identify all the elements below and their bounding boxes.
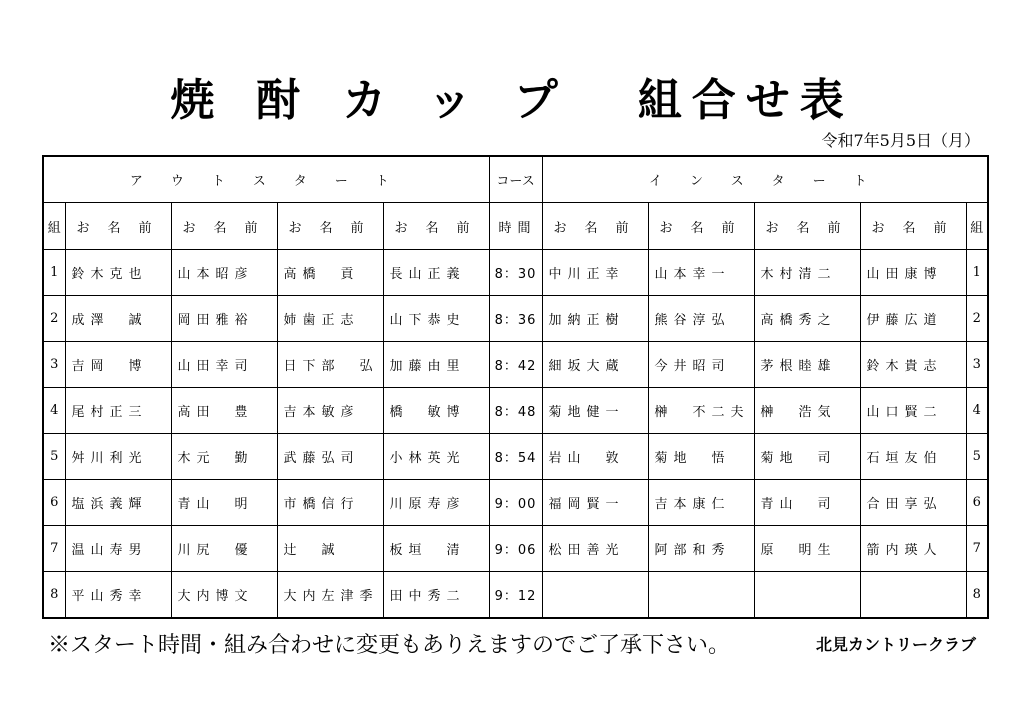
group-number: 7	[43, 526, 65, 572]
in-player-name: 今井昭司	[648, 342, 754, 388]
tee-time: 8：48	[489, 388, 542, 434]
tee-time: 8：54	[489, 434, 542, 480]
in-player-name: 合田享弘	[860, 480, 966, 526]
header-row-sections	[43, 156, 988, 203]
in-player-name: 榊 浩気	[754, 388, 860, 434]
header-row-columns	[43, 203, 988, 250]
out-player-name: 高田 豊	[171, 388, 277, 434]
out-player-name: 長山正義	[383, 250, 489, 296]
title-sheet: 組合せ表	[637, 75, 854, 126]
in-player-name: 青山 司	[754, 480, 860, 526]
out-player-name: 橋 敏博	[383, 388, 489, 434]
table-row	[43, 480, 988, 526]
group-number: 1	[43, 250, 65, 296]
time-header: 時間	[489, 203, 542, 250]
out-player-name: 川尻 優	[171, 526, 277, 572]
group-number: 1	[966, 250, 988, 296]
name-header: お名前	[383, 203, 489, 250]
in-player-name	[648, 572, 754, 619]
in-player-name: 菊地 司	[754, 434, 860, 480]
in-player-name	[754, 572, 860, 619]
title-event: 焼酎カップ	[170, 75, 600, 126]
course-header: コース	[489, 156, 542, 203]
kumi-header: 組	[966, 203, 988, 250]
in-player-name: 菊地 悟	[648, 434, 754, 480]
in-player-name: 原 明生	[754, 526, 860, 572]
group-number: 4	[966, 388, 988, 434]
out-player-name: 平山秀幸	[65, 572, 171, 619]
table-row	[43, 250, 988, 296]
in-player-name: 熊谷淳弘	[648, 296, 754, 342]
out-player-name: 日下部 弘	[277, 342, 383, 388]
tee-time: 9：00	[489, 480, 542, 526]
in-player-name: 山口賢二	[860, 388, 966, 434]
group-number: 8	[966, 572, 988, 619]
tee-time: 8：42	[489, 342, 542, 388]
in-player-name: 松田善光	[542, 526, 648, 572]
tee-time: 9：12	[489, 572, 542, 619]
out-player-name: 市橋信行	[277, 480, 383, 526]
in-start-header: インスタート	[542, 156, 988, 203]
group-number: 7	[966, 526, 988, 572]
club-name: 北見カントリークラブ	[815, 635, 976, 654]
out-player-name: 温山寿男	[65, 526, 171, 572]
name-header: お名前	[171, 203, 277, 250]
out-player-name: 鈴木克也	[65, 250, 171, 296]
tee-time: 8：30	[489, 250, 542, 296]
group-number: 5	[966, 434, 988, 480]
table-row	[43, 342, 988, 388]
table-row	[43, 434, 988, 480]
out-player-name: 尾村正三	[65, 388, 171, 434]
group-number: 2	[43, 296, 65, 342]
group-number: 3	[966, 342, 988, 388]
out-player-name: 吉岡 博	[65, 342, 171, 388]
group-number: 4	[43, 388, 65, 434]
table-row	[43, 296, 988, 342]
change-notice: ※スタート時間・組み合わせに変更もありえますのでご了承下さい。	[48, 633, 731, 658]
in-player-name: 福岡賢一	[542, 480, 648, 526]
in-player-name: 阿部和秀	[648, 526, 754, 572]
table-row	[43, 388, 988, 434]
out-player-name: 成澤 誠	[65, 296, 171, 342]
in-player-name: 吉本康仁	[648, 480, 754, 526]
page-title	[0, 64, 1024, 128]
in-player-name: 箭内瑛人	[860, 526, 966, 572]
out-player-name: 加藤由里	[383, 342, 489, 388]
out-player-name: 武藤弘司	[277, 434, 383, 480]
out-player-name: 舛川利光	[65, 434, 171, 480]
out-player-name: 姉歯正志	[277, 296, 383, 342]
in-player-name: 岩山 敦	[542, 434, 648, 480]
in-player-name: 木村清二	[754, 250, 860, 296]
out-player-name: 塩浜義輝	[65, 480, 171, 526]
out-player-name: 川原寿彦	[383, 480, 489, 526]
in-player-name: 中川正幸	[542, 250, 648, 296]
out-player-name: 大内左津季	[277, 572, 383, 619]
group-number: 6	[43, 480, 65, 526]
out-player-name: 木元 勤	[171, 434, 277, 480]
group-number: 6	[966, 480, 988, 526]
group-number: 5	[43, 434, 65, 480]
in-player-name	[542, 572, 648, 619]
kumi-header: 組	[43, 203, 65, 250]
name-header: お名前	[860, 203, 966, 250]
tee-time: 9：06	[489, 526, 542, 572]
out-player-name: 高橋 貢	[277, 250, 383, 296]
in-player-name: 菊地健一	[542, 388, 648, 434]
name-header: お名前	[648, 203, 754, 250]
group-number: 3	[43, 342, 65, 388]
event-date: 令和7年5月5日（月）	[821, 131, 980, 150]
in-player-name: 山本幸一	[648, 250, 754, 296]
out-player-name: 岡田雅裕	[171, 296, 277, 342]
table-row	[43, 572, 988, 619]
in-player-name: 鈴木貴志	[860, 342, 966, 388]
out-player-name: 山本昭彦	[171, 250, 277, 296]
out-player-name: 田中秀二	[383, 572, 489, 619]
table-row	[43, 526, 988, 572]
group-number: 2	[966, 296, 988, 342]
out-player-name: 大内博文	[171, 572, 277, 619]
name-header: お名前	[542, 203, 648, 250]
out-player-name: 青山 明	[171, 480, 277, 526]
name-header: お名前	[754, 203, 860, 250]
out-player-name: 吉本敏彦	[277, 388, 383, 434]
in-player-name: 高橋秀之	[754, 296, 860, 342]
name-header: お名前	[277, 203, 383, 250]
group-number: 8	[43, 572, 65, 619]
in-player-name: 加納正樹	[542, 296, 648, 342]
in-player-name: 茅根睦雄	[754, 342, 860, 388]
out-start-header: アウトスタート	[43, 156, 489, 203]
out-player-name: 小林英光	[383, 434, 489, 480]
pairing-table	[42, 155, 989, 619]
in-player-name: 伊藤広道	[860, 296, 966, 342]
in-player-name: 榊 不二夫	[648, 388, 754, 434]
name-header: お名前	[65, 203, 171, 250]
out-player-name: 山田幸司	[171, 342, 277, 388]
in-player-name: 石垣友伯	[860, 434, 966, 480]
out-player-name: 辻 誠	[277, 526, 383, 572]
in-player-name	[860, 572, 966, 619]
tee-time: 8：36	[489, 296, 542, 342]
in-player-name: 細坂大蔵	[542, 342, 648, 388]
out-player-name: 板垣 清	[383, 526, 489, 572]
in-player-name: 山田康博	[860, 250, 966, 296]
out-player-name: 山下恭史	[383, 296, 489, 342]
